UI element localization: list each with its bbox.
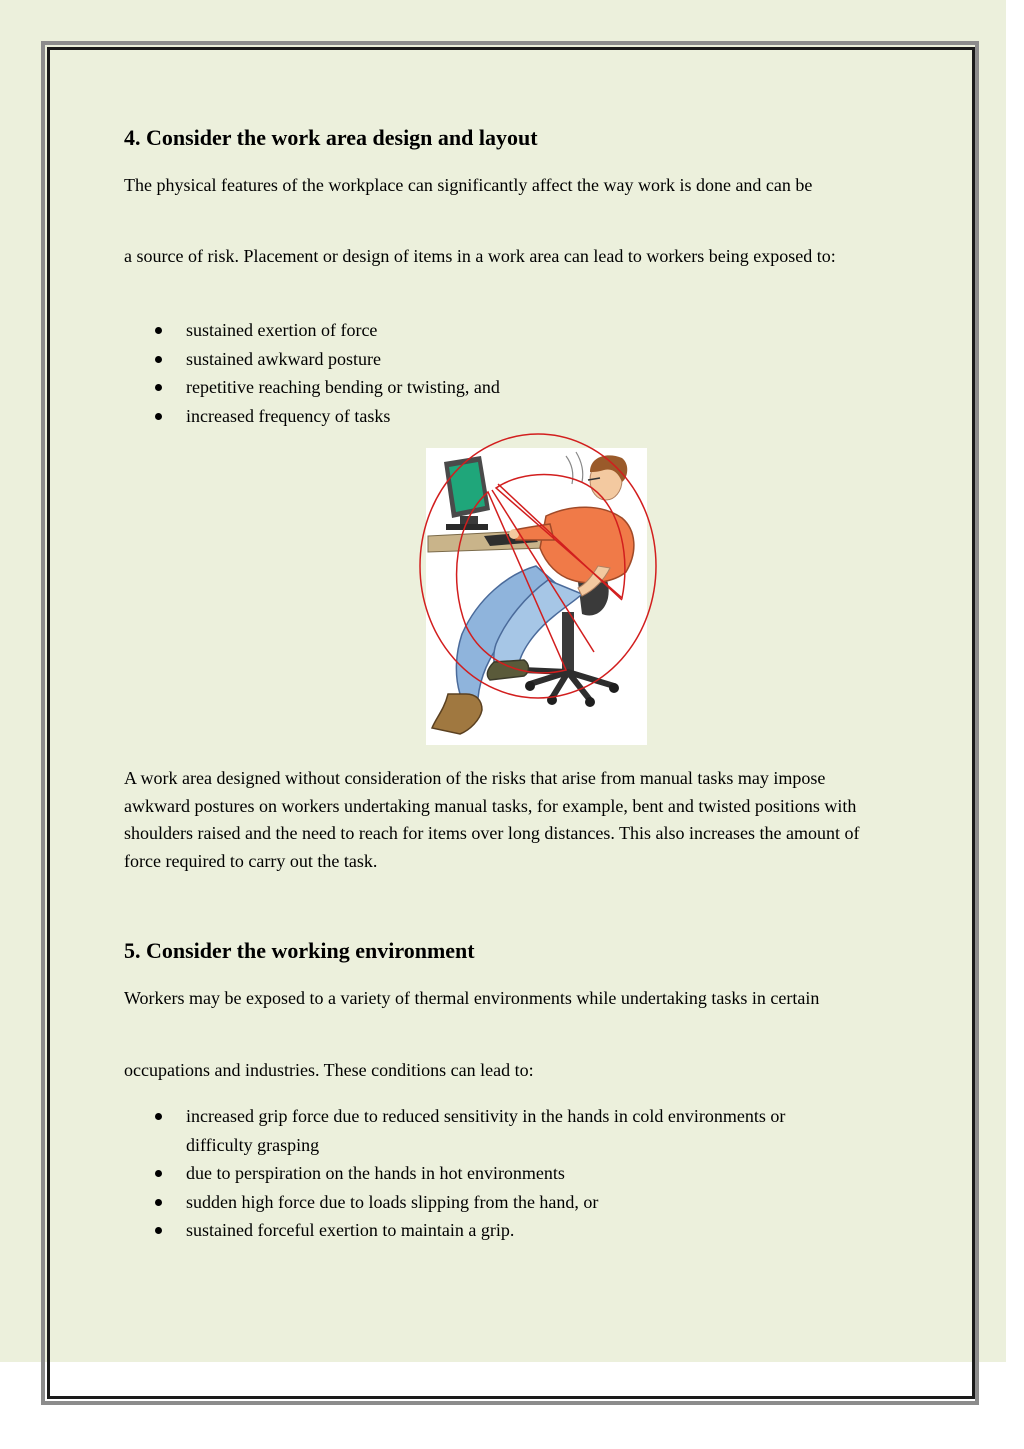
section-4-paragraph-1: The physical features of the workplace can significantly affect the way work is done and can be (124, 175, 813, 195)
section-4-paragraph-3: A work area designed without consideration of the risks that arise from manual tasks may impose awkward postures on workers undertaking manual tasks, for example, bent and twisted positions with shoulders raised and the need to reach for items over long distances. This also increases the amount of force required to carry out the task. (124, 768, 860, 871)
bad-posture-illustration (426, 448, 647, 745)
list-item-text: due to perspiration on the hands in hot environments (186, 1163, 565, 1183)
bullet-icon (155, 1199, 162, 1206)
bullet-icon (155, 1227, 162, 1234)
section-5-paragraph-2: occupations and industries. These conditions can lead to: (124, 1060, 534, 1080)
section-5-paragraph-1: Workers may be exposed to a variety of thermal environments while undertaking tasks in certain (124, 988, 820, 1008)
list-item (124, 373, 854, 402)
section-4-paragraph-2: a source of risk. Placement or design of items in a work area can lead to workers being exposed to: (124, 246, 836, 266)
list-item (124, 1188, 854, 1217)
list-item (124, 402, 854, 431)
list-item-text: increased grip force due to reduced sensitivity in the hands in cold environments or difficulty grasping (186, 1106, 786, 1155)
list-item (124, 1216, 854, 1245)
prohibition-sign-icon (426, 448, 647, 745)
list-item (124, 1102, 854, 1159)
bullet-icon (155, 384, 162, 391)
section-4-heading: 4. Consider the work area design and layout (124, 125, 538, 150)
list-item (124, 345, 854, 374)
section-5-heading: 5. Consider the working environment (124, 938, 475, 963)
list-item (124, 316, 854, 345)
bullet-icon (155, 1113, 162, 1120)
section-4-bullet-list (124, 316, 854, 430)
list-item-text: increased frequency of tasks (186, 405, 391, 426)
section-5-bullet-list (124, 1102, 854, 1245)
bullet-icon (155, 356, 162, 363)
list-item-text: sudden high force due to loads slipping from the hand, or (186, 1191, 599, 1212)
list-item-text: repetitive reaching bending or twisting, and (186, 377, 500, 397)
bullet-icon (155, 327, 162, 334)
list-item-text: sustained exertion of force (186, 320, 378, 340)
list-item-text: sustained forceful exertion to maintain a grip. (186, 1220, 515, 1240)
list-item-text: sustained awkward posture (186, 348, 381, 369)
list-item (124, 1159, 854, 1188)
bullet-icon (155, 1170, 162, 1177)
bullet-icon (155, 413, 162, 420)
